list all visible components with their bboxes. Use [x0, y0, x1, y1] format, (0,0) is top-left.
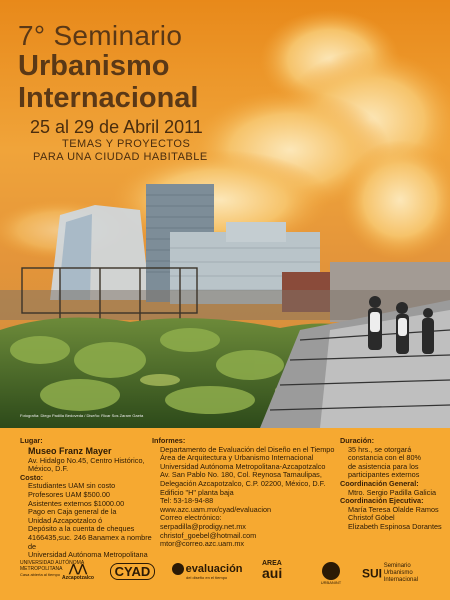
lugar-heading: Lugar: — [20, 436, 43, 445]
coordinacion-general-heading: Coordinación General: — [340, 478, 419, 488]
venue-name: Museo Franz Mayer — [28, 445, 112, 456]
themes-line-2: PARA UNA CIUDAD HABITABLE — [33, 151, 208, 163]
informes-line: Delegación Azcapotzalco, C.P. 02200, México, D.F. — [160, 478, 326, 488]
duracion-list — [348, 446, 448, 480]
column-lugar-costo — [20, 437, 160, 560]
informes-line: Área de Arquitectura y Urbanismo Internacional — [160, 453, 314, 463]
area-logo-sub: aui — [262, 565, 283, 581]
cost-line: Estudiantes UAM sin costo — [28, 481, 116, 491]
globe-icon — [322, 562, 340, 580]
seminar-number: 7° Seminario — [18, 20, 183, 51]
informes-line: Universidad Autónoma Metropolitana-Azcapotzalco — [160, 461, 326, 471]
themes-line-1: TEMAS Y PROYECTOS — [62, 138, 191, 150]
uam-logo-text: UNIVERSIDAD AUTÓNOMA METROPOLITANA — [20, 560, 84, 572]
title-urbanismo: Urbanismo — [18, 50, 170, 82]
evaluacion-logo-sub: del diseño en el tiempo — [186, 575, 228, 580]
azc-logo-text: Azcapotzalco — [62, 575, 94, 581]
cost-line: Depósito a la cuenta de cheques — [28, 524, 135, 534]
evaluacion-logo — [172, 563, 257, 580]
cyad-logo-text: CYAD — [110, 563, 155, 580]
costo-heading: Costo: — [20, 472, 44, 482]
informes-line: Tel: 53-18-94-88 — [160, 496, 214, 506]
duracion-line: 35 hrs., se otorgará — [348, 444, 412, 454]
duracion-line: constancia con el 80% — [348, 453, 422, 463]
cost-line: Asistentes externos $1000.00 — [28, 498, 125, 508]
uam-logo-sub: Casa abierta al tiempo — [20, 572, 61, 577]
cost-line: 4166435,suc. 246 Banamex a nombre de — [28, 532, 152, 551]
cyad-logo — [110, 563, 155, 580]
azcapotzalco-logo — [58, 562, 98, 581]
email-link[interactable]: mtor@correo.azc.uam.mx — [160, 539, 245, 549]
ejecutiva-name: María Teresa Olalde Ramos — [348, 504, 439, 514]
coordinacion-ejecutiva-heading: Coordinación Ejecutiva: — [340, 496, 424, 506]
photo-credit: Fotografía: Diego Padilla Bedoveda / Diseño: Ricar Sos Zaram Gaeta — [20, 413, 144, 418]
evaluacion-logo-text: evaluación — [185, 563, 243, 575]
duracion-heading: Duración: — [340, 436, 375, 445]
cost-line: Pago en Caja general de la — [28, 507, 117, 517]
sui-logo-mark: SUI — [362, 566, 383, 581]
informes-line: Edificio "H" planta baja — [160, 487, 234, 497]
venue-address-2: México, D.F. — [28, 464, 69, 474]
sui-logo-title: Seminario Urbanismo Internacional — [383, 563, 419, 583]
ejecutiva-list — [348, 506, 448, 532]
column-duracion — [340, 437, 448, 532]
cost-list — [28, 482, 160, 559]
email-link[interactable]: christof_goebel@hotmail.com — [160, 530, 257, 540]
duracion-line: de asistencia para los — [348, 461, 419, 471]
informes-heading: Informes: — [152, 436, 186, 445]
informes-list — [160, 446, 337, 549]
sui-logo — [362, 563, 448, 584]
email-link[interactable]: serpadilla@prodigy.net.mx — [160, 521, 246, 531]
urbanint-logo-text: URBANINT — [320, 580, 342, 585]
cost-line: Unidad Azcapotzalco ó — [28, 515, 103, 525]
cost-line: Universidad Autónoma Metropolitana — [28, 550, 148, 560]
informes-line: Correo electrónico: — [160, 513, 222, 523]
urbanint-logo — [315, 562, 347, 585]
azc-mark-icon: ⋀⋀ — [68, 563, 88, 575]
area-logo-text: AREA — [262, 560, 282, 567]
ejecutiva-name: Christof Göbel — [348, 513, 395, 523]
evaluacion-circle-icon — [172, 563, 184, 575]
event-dates: 25 al 29 de Abril 2011 — [30, 117, 203, 137]
venue-address-1: Av. Hidalgo No.45, Centro Histórico, — [28, 455, 145, 465]
informes-line: Departamento de Evaluación del Diseño en el Tiempo — [160, 444, 335, 454]
ejecutiva-name: Elizabeth Espinosa Dorantes — [348, 521, 442, 531]
duracion-line: participantes externos — [348, 470, 420, 480]
website-link[interactable]: www.azc.uam.mx/cyad/evaluacion — [160, 504, 272, 514]
column-informes — [152, 437, 337, 549]
cost-line: Profesores UAM $500.00 — [28, 489, 110, 499]
informes-line: Av. San Pablo No. 180, Col. Reynosa Tamaulipas, — [160, 470, 322, 480]
coordinacion-general-name: Mtro. Sergio Padilla Galicia — [348, 487, 437, 497]
area-logo — [262, 560, 300, 579]
title-internacional: Internacional — [18, 82, 199, 114]
